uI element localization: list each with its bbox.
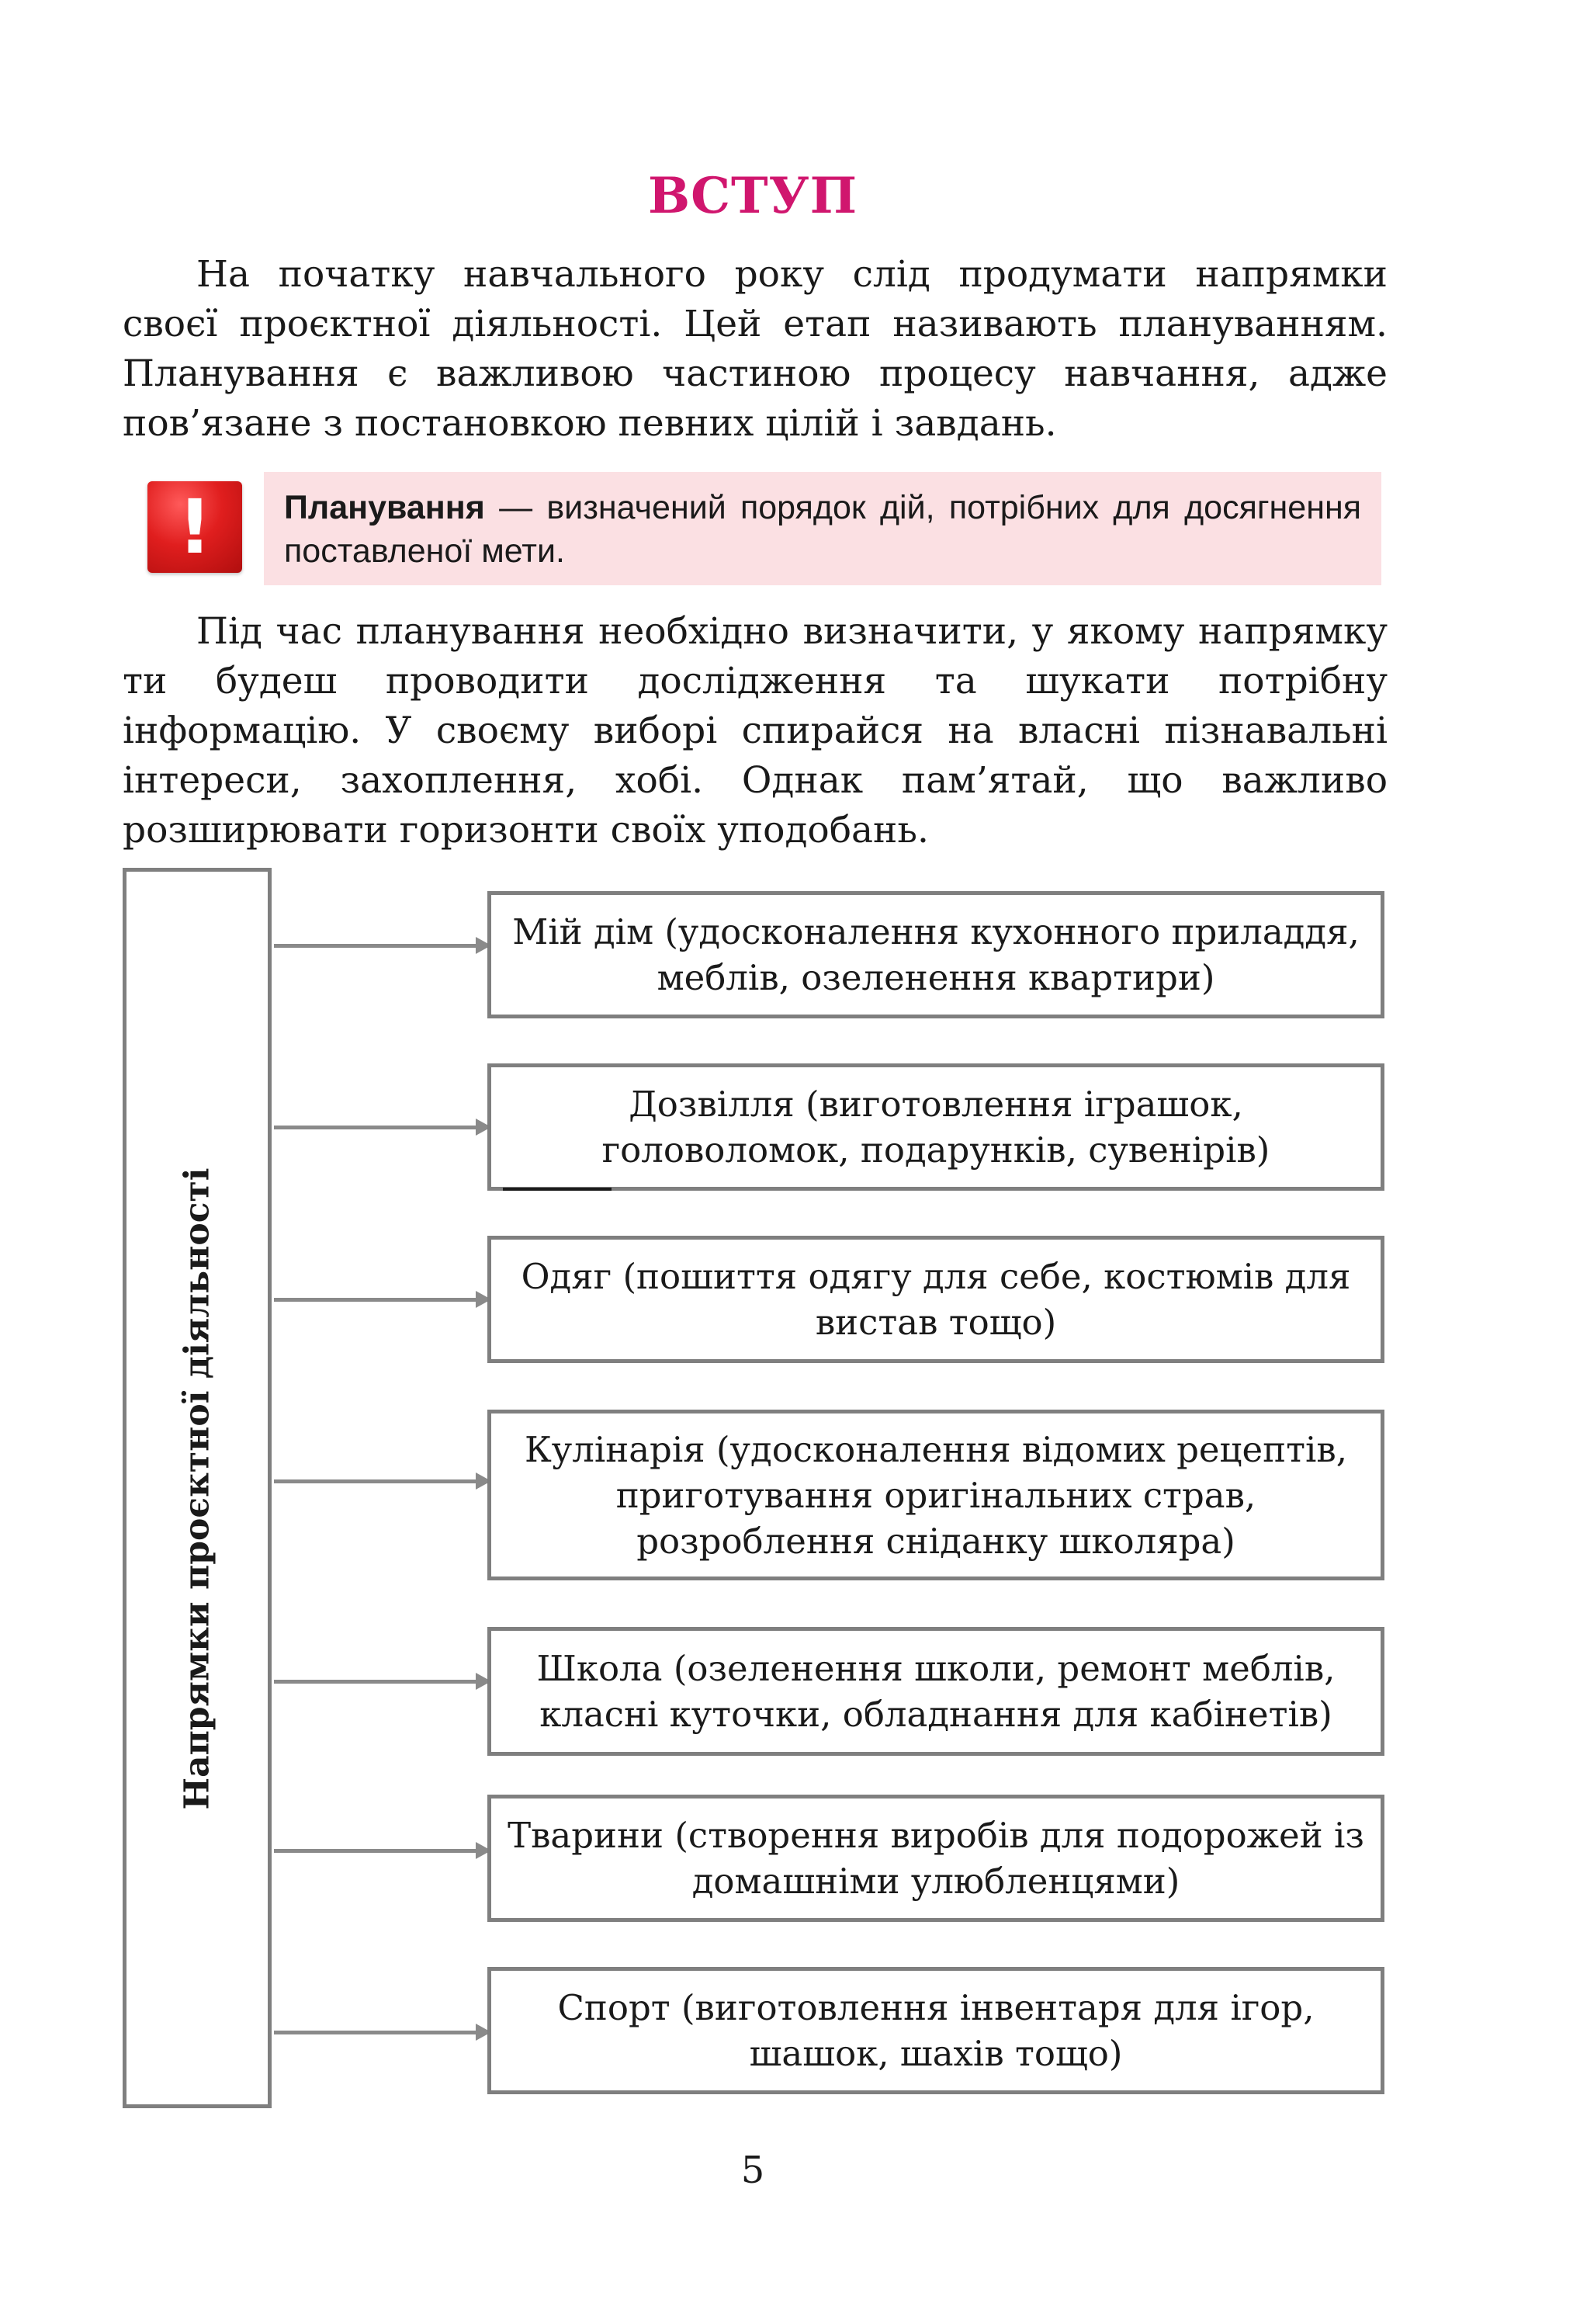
exclamation-icon: ! [147,481,242,573]
planning-paragraph: Під час планування необхідно визначити, у якому напрямку ти будеш проводити дослідження та шукати потрібну інформацію. У своєму виборі спирайся на власні пізнавальні інтереси, захоплення, хобі. Однак пам’ятай, що важливо розширювати горизонти своїх уподобань. [123,610,1388,852]
stray-line [503,1188,612,1191]
definition-text: — визначений порядок дій, потрібних для досягнення поставленої мети. [284,489,1361,570]
diagram-item-sport: Спорт (виготовлення інвентаря для ігор, шашок, шахів тощо) [487,1967,1384,2094]
diagram-arrow [274,1479,490,1483]
diagram-arrow [274,1849,490,1853]
diagram-arrow [274,1126,490,1129]
diagram-item-clothing: Одяг (пошиття одягу для себе, костюмів для вистав тощо) [487,1236,1384,1363]
diagram-item-school: Школа (озеленення школи, ремонт меблів, класні куточки, обладнання для кабінетів) [487,1627,1384,1756]
diagram-arrow [274,944,490,948]
page-title: ВСТУП [647,167,858,225]
definition-box [264,472,1381,585]
diagram-arrow [274,1298,490,1302]
definition-term: Планування [284,489,485,526]
intro-paragraph: На початку навчального року слід продумати напрямки своєї проєктної діяльності. Цей етап називають плануванням. Планування є важливою частиною процесу навчання, адже пов’язане з постановкою певних цілій і завдань. [123,253,1388,445]
diagram-item-cooking: Кулінарія (удосконалення відомих рецептів, приготування оригінальних страв, розроблення сніданку школяра) [487,1410,1384,1580]
diagram-root-label: Напрямки проєктної діяльності [177,1167,217,1810]
diagram-item-home: Мій дім (удосконалення кухонного приладдя, меблів, озеленення квартири) [487,891,1384,1018]
diagram-item-leisure: Дозвілля (виготовлення іграшок, головоломок, подарунків, сувенірів) [487,1063,1384,1191]
page-number: 5 [740,2149,765,2192]
diagram-item-animals: Тварини (створення виробів для подорожей із домашніми улюбленцями) [487,1795,1384,1922]
diagram-arrow [274,2031,490,2034]
diagram-arrow [274,1680,490,1684]
